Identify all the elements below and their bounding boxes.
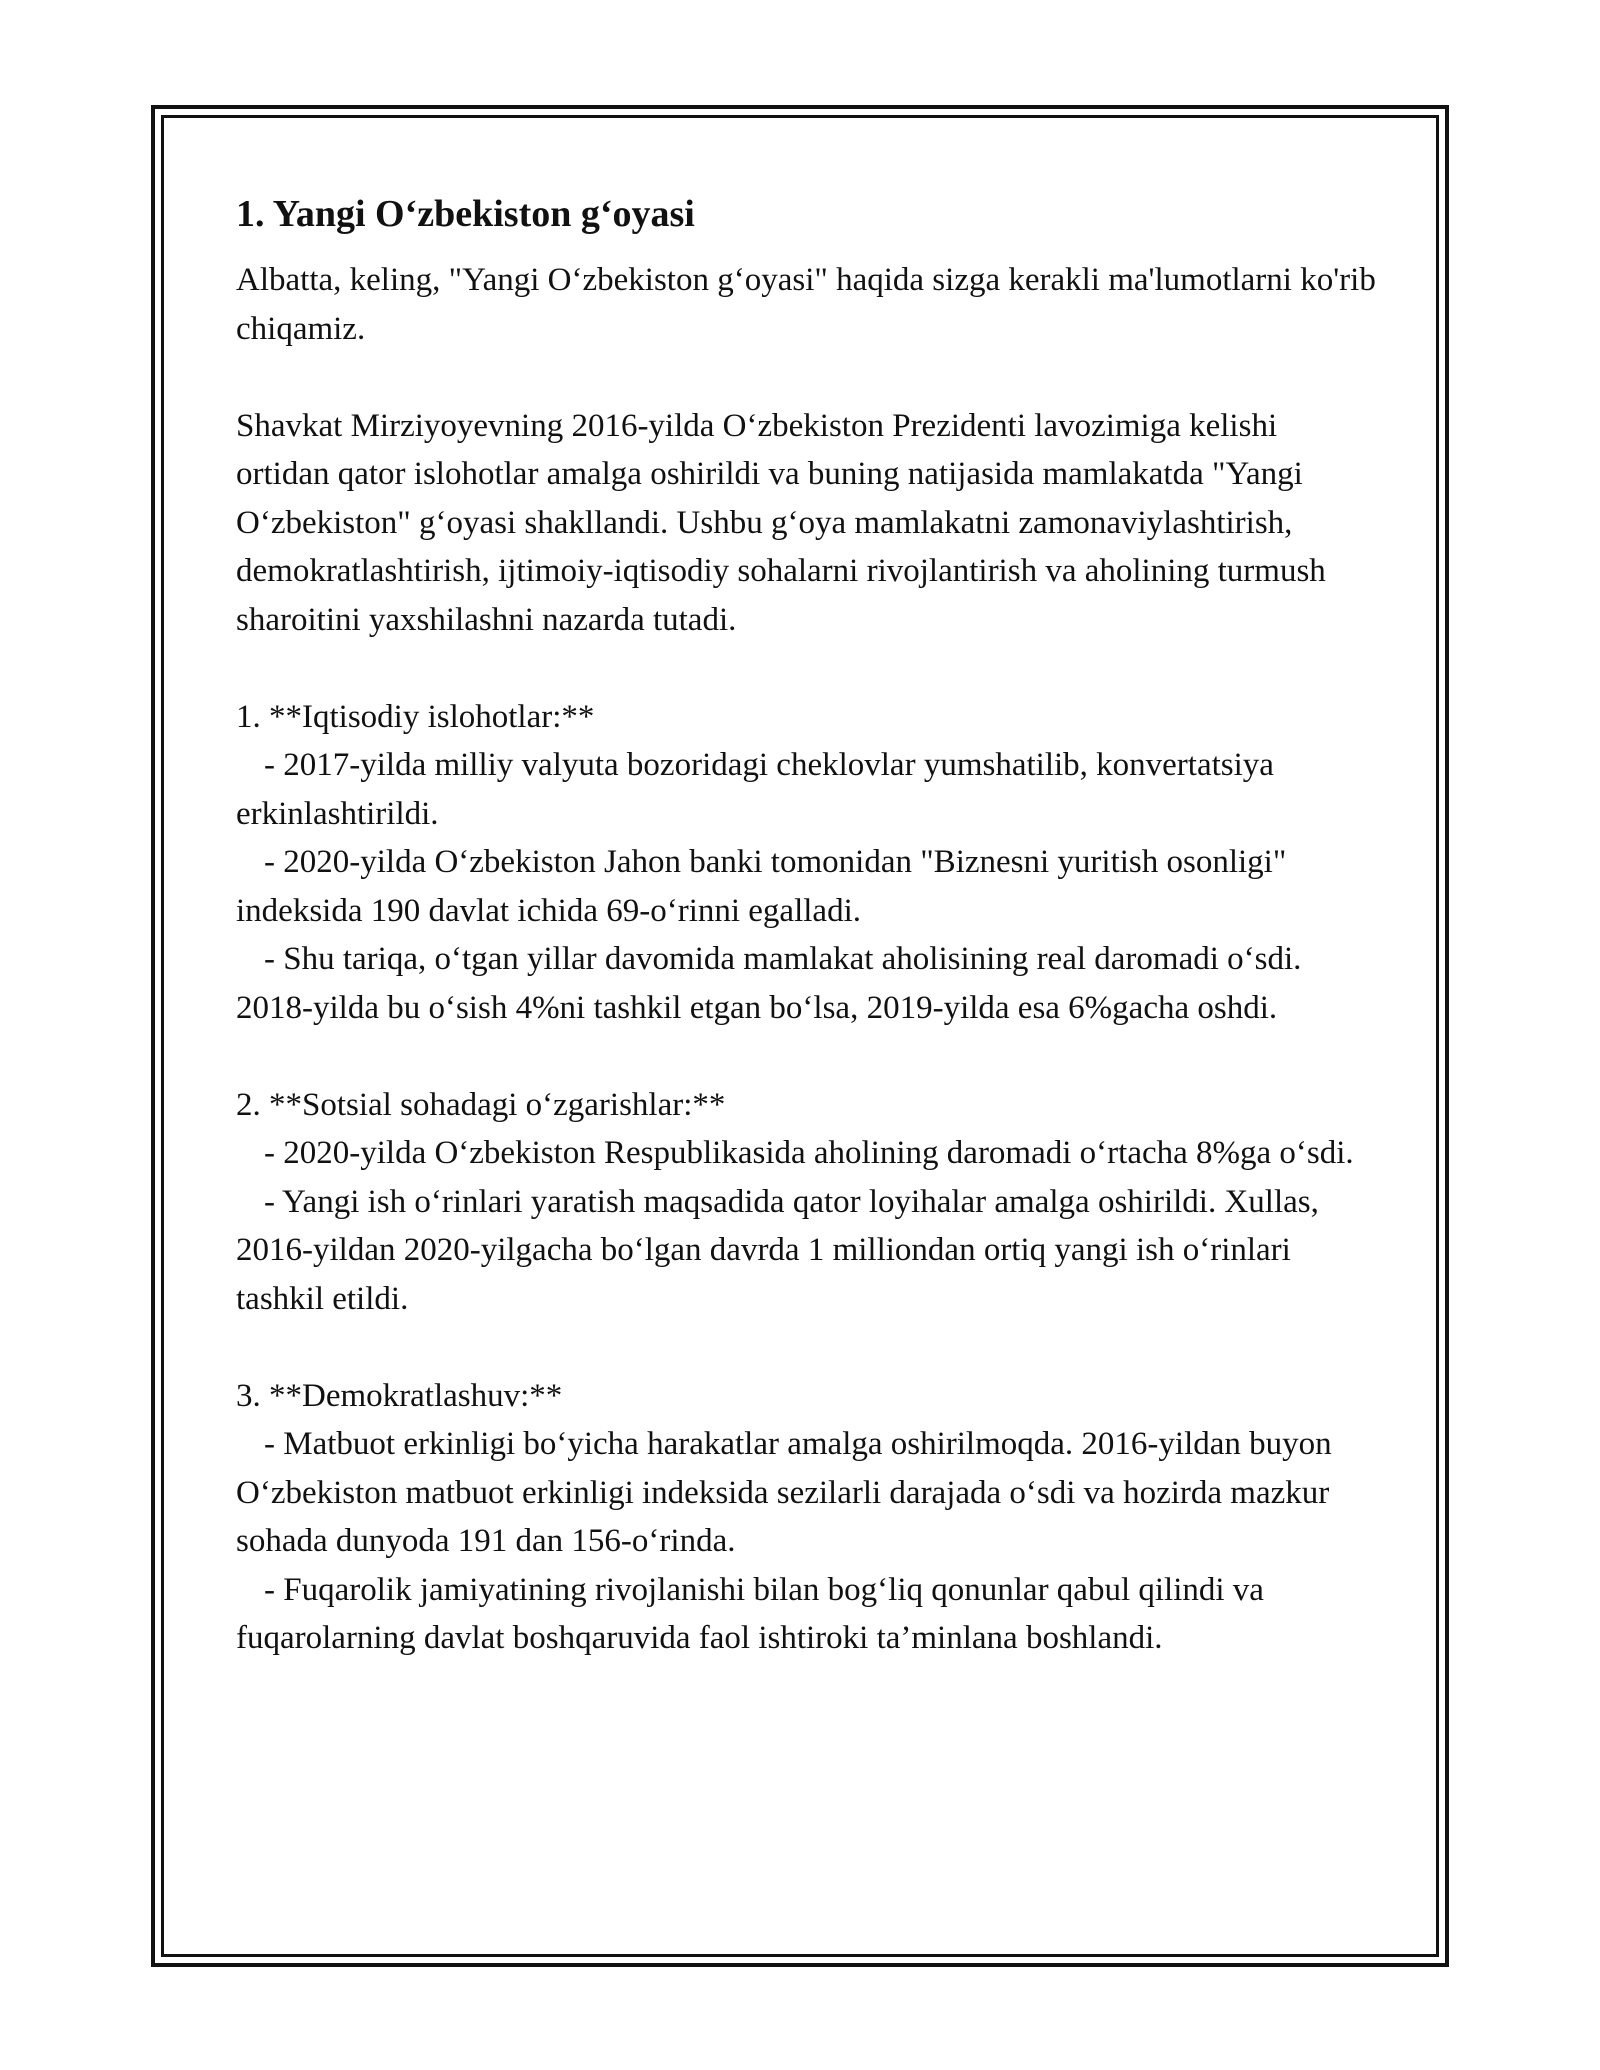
paragraph-gap [236, 1032, 1376, 1081]
section-economic-reforms [236, 693, 1376, 1033]
list-item [236, 1420, 1376, 1566]
list-item-text: - 2020-yilda O‘zbekiston Respublikasida aholining daromadi o‘rtacha 8%ga o‘sdi. [264, 1135, 1354, 1171]
paragraph-gap [236, 1323, 1376, 1372]
list-item-text: - 2020-yilda O‘zbekiston Jahon banki tomonidan "Biznesni yuritish osonligi" indeksida 190 davlat ichida 69-o‘rinni egalladi. [236, 844, 1295, 929]
document-title: 1. Yangi O‘zbekiston g‘oyasi [236, 193, 695, 235]
section-heading: 3. **Demokratlashuv:** [236, 1377, 563, 1414]
list-item-text: - Fuqarolik jamiyatining rivojlanishi bilan bog‘liq qonunlar qabul qilindi va fuqarolarning davlat boshqaruvida faol ishtiroki ta’minlana boshlandi. [236, 1571, 1273, 1656]
list-item [236, 1129, 1376, 1178]
section-heading: 1. **Iqtisodiy islohotlar:** [236, 698, 595, 735]
list-item [236, 1178, 1376, 1324]
list-item-text: - Matbuot erkinligi bo‘yicha harakatlar amalga oshirilmoqda. 2016-yildan buyon O‘zbekiston matbuot erkinligi indeksida sezilarli darajada o‘sdi va hozirda mazkur sohada dunyoda 191 dan 156-o‘rinda. [236, 1426, 1340, 1559]
list-item-text: - Shu tariqa, o‘tgan yillar davomida mamlakat aholisining real daromadi o‘sdi. 2018-yilda bu o‘sish 4%ni tashkil etgan bo‘lsa, 2019-yilda esa 6%gacha oshdi. [236, 941, 1310, 1026]
list-item-text: - 2017-yilda milliy valyuta bozoridagi cheklovlar yumshatilib, konvertatsiya erkinlashtirildi. [236, 747, 1283, 832]
paragraph-gap [236, 353, 1376, 402]
section-heading: 2. **Sotsial sohadagi o‘zgarishlar:** [236, 1086, 726, 1123]
list-item [236, 838, 1376, 935]
section-social-changes [236, 1081, 1376, 1324]
paragraph-gap [236, 644, 1376, 693]
list-item-text: - Yangi ish o‘rinlari yaratish maqsadida qator loyihalar amalga oshirildi. Xullas, 2016-yildan 2020-yilgacha bo‘lgan davrda 1 milliondan ortiq yangi ish o‘rinlari tashkil etildi. [236, 1183, 1328, 1317]
intro-paragraph: Albatta, keling, "Yangi O‘zbekiston g‘oyasi" haqida sizga kerakli ma'lumotlarni ko'rib chiqamiz. [236, 262, 1385, 347]
section-democratization [236, 1372, 1376, 1663]
document-body [236, 188, 1385, 1663]
overview-paragraph: Shavkat Mirziyoyevning 2016-yilda O‘zbekiston Prezidenti lavozimiga kelishi ortidan qator islohotlar amalga oshirildi va buning natijasida mamlakatda "Yangi O‘zbekiston" g‘oyasi shakllandi. Ushbu g‘oya mamlakatni zamonaviylashtirish, demokratlashtirish, ijtimoiy-iqtisodiy sohalarni rivojlantirish va aholining turmush sharoitini yaxshilashni nazarda tutadi. [236, 407, 1335, 638]
list-item [236, 741, 1376, 838]
list-item [236, 1566, 1376, 1663]
list-item [236, 935, 1376, 1032]
